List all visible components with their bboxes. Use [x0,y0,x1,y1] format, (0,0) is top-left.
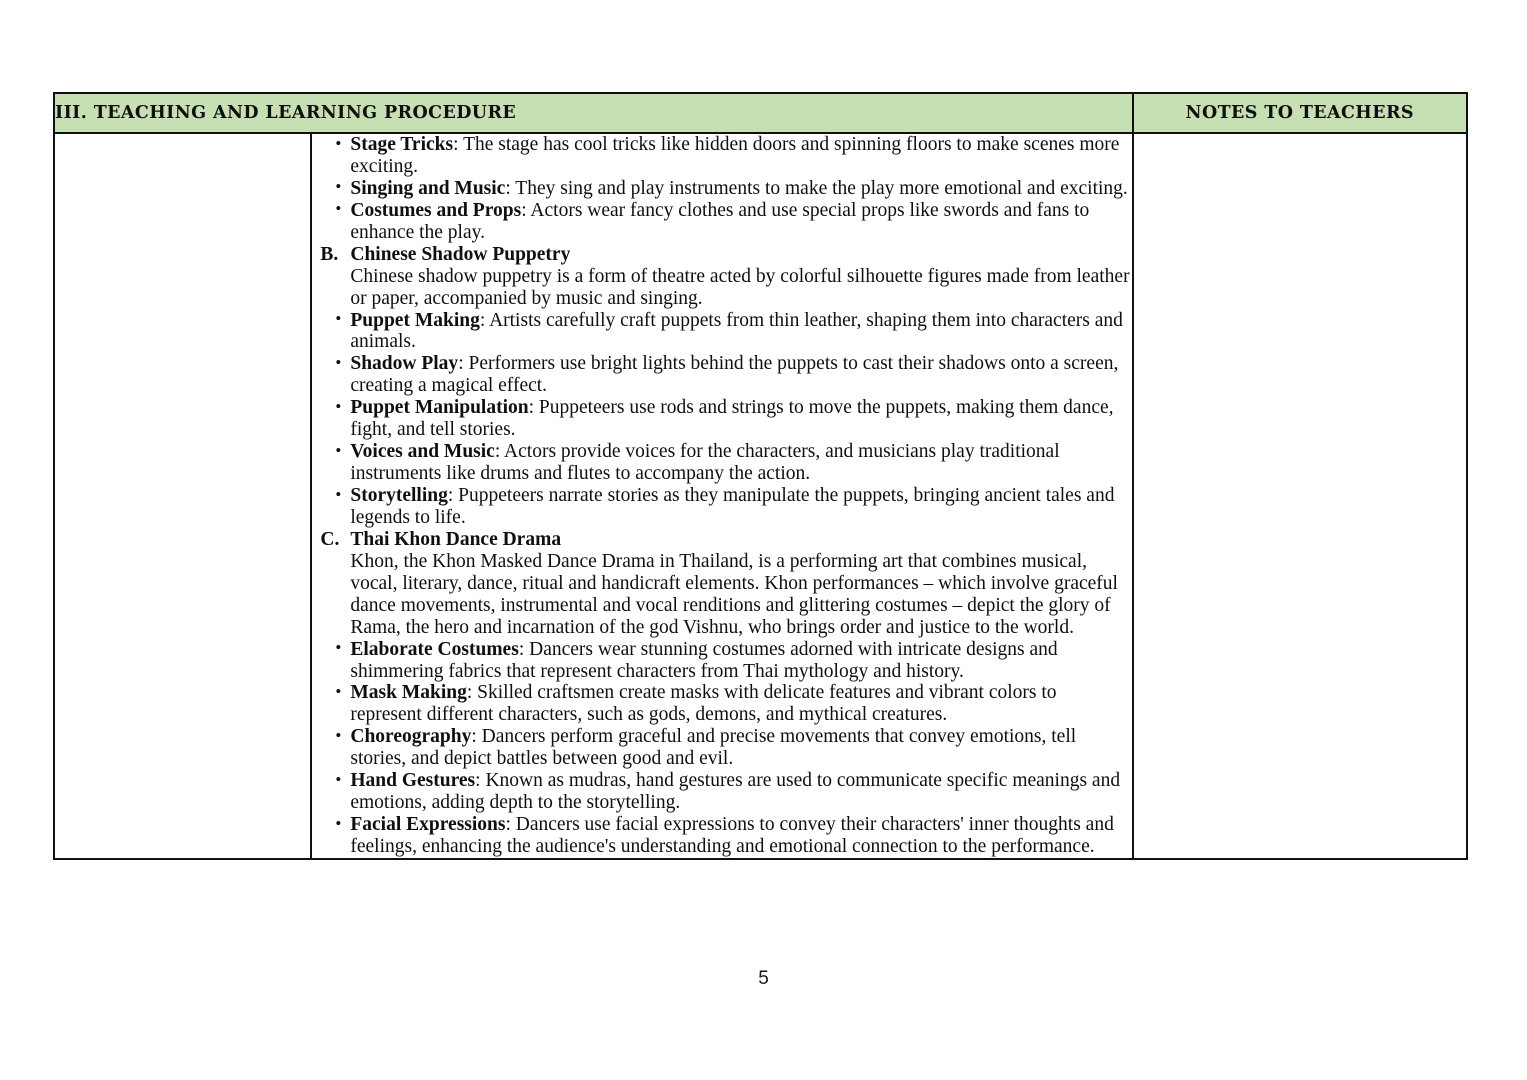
bullet-item-separator: : [494,441,505,463]
bullet-item-label: Puppet Making [350,309,480,331]
bullet-item [312,441,1131,485]
bullet-item [312,814,1131,858]
bullet-item-label: Voices and Music [350,441,495,463]
bullet-item-text: Dancers wear stunning costumes adorned with intricate designs and shimmering fabrics that represent characters from Thai mythology and history. [350,638,1058,682]
bullet-item [312,353,1131,397]
bullet-item-separator: : [458,353,469,375]
bullet-item-text: Puppeteers use rods and strings to move the puppets, making them dance, fight, and tell stories. [350,397,1114,441]
bullet-item-label: Elaborate Costumes [350,638,519,660]
header-notes-to-teachers: NOTES TO TEACHERS [1133,93,1467,133]
notes-to-teachers-cell [1133,133,1467,859]
bullet-item-text: Artists carefully craft puppets from thin leather, shaping them into characters and animals. [350,309,1123,353]
section-paragraph: Chinese shadow puppetry is a form of theatre acted by colorful silhouette figures made from leather or paper, accompanied by music and singing. [350,265,1130,309]
bullet-item-text: Puppeteers narrate stories as they manipulate the puppets, bringing ancient tales and legends to life. [350,485,1115,528]
bullet-item-text: Dancers use facial expressions to convey their characters' inner thoughts and feelings, enhancing the audience's understanding and emotional connection to the performance. [350,814,1114,857]
bullet-item-separator: : [528,397,539,419]
bullet-item [312,200,1131,244]
lettered-heading-label: Chinese Shadow Puppetry [350,243,571,265]
bullet-item-label: Facial Expressions [350,814,506,836]
bullet-dot-icon: • [335,396,342,416]
table-body-row [54,133,1467,859]
bullet-item [312,682,1131,726]
bullet-item-text: Actors wear fancy clothes and use special props like swords and fans to enhance the play. [350,199,1090,243]
bullet-item-label: Storytelling [350,485,448,506]
bullet-item [312,310,1131,354]
bullet-dot-icon: • [335,133,342,153]
bullet-dot-icon: • [335,769,342,789]
bullet-item [312,770,1131,814]
bullet-dot-icon: • [335,440,342,460]
bullet-item-separator: : [518,638,530,660]
bullet-item-label: Choreography [350,726,472,748]
bullet-item-text: Performers use bright lights behind the puppets to cast their shadows onto a screen, creating a magical effect. [350,353,1119,397]
bullet-dot-icon: • [335,484,342,504]
bullet-item-separator: : [471,726,482,748]
bullet-item-label: Stage Tricks [350,134,454,155]
bullet-dot-icon: • [335,199,342,219]
bullet-item-text: Skilled craftsmen create masks with delicate features and vibrant colors to represent different characters, such as gods, demons, and mythical creatures. [350,682,1057,726]
bullet-dot-icon: • [335,177,342,197]
bullet-item [312,397,1131,441]
bullet-item-label: Shadow Play [350,353,459,375]
bullet-item [312,639,1131,683]
bullet-item-separator: : [475,770,486,792]
lettered-heading [312,529,1131,551]
bullet-dot-icon: • [335,725,342,745]
bullet-item [312,726,1131,770]
bullet-dot-icon: • [335,352,342,372]
bullet-item-label: Costumes and Props [350,199,522,221]
lettered-heading [312,244,1131,266]
bullet-item [312,134,1131,178]
bullet-item-separator: : [505,814,516,836]
bullet-item-separator: : [521,199,531,221]
header-teaching-and-learning-procedure: III. TEACHING AND LEARNING PROCEDURE [54,93,1133,133]
bullet-item-separator: : [466,682,478,704]
procedure-content-cell [311,133,1132,859]
lettered-heading-label: Thai Khon Dance Drama [350,528,562,550]
bullet-item-label: Puppet Manipulation [350,397,529,419]
left-margin-cell [54,133,311,859]
procedure-content-list [312,134,1131,858]
bullet-item-label: Hand Gestures [350,770,476,792]
bullet-item-separator: : [453,134,464,155]
bullet-item-label: Mask Making [350,682,467,704]
bullet-item-separator: : [479,309,490,331]
bullet-item-text: Dancers perform graceful and precise movements that convey emotions, tell stories, and depict battles between good and evil. [350,726,1077,770]
lettered-heading-letter: C. [320,528,340,550]
lettered-heading-letter: B. [320,243,339,265]
bullet-item [312,485,1131,529]
bullet-dot-icon: • [335,309,342,328]
bullet-dot-icon: • [335,681,342,701]
bullet-item-separator: : [447,485,459,506]
section-paragraph: Khon, the Khon Masked Dance Drama in Thailand, is a performing art that combines musical, vocal, literary, dance, ritual and handicraft elements. Khon performances – which involve graceful dance movements, instrumental and vocal renditions and glittering costumes – depict the glory of Rama, the hero and incarnation of the god Vishnu, who brings order and justice to the world. [350,550,1118,638]
bullet-item [312,178,1131,200]
bullet-item-text: Known as mudras, hand gestures are used to communicate specific meanings and emotions, adding depth to the storytelling. [350,770,1121,814]
bullet-item-text: They sing and play instruments to make the play more emotional and exciting. [515,177,1128,199]
bullet-item-text: The stage has cool tricks like hidden doors and spinning floors to make scenes more exciting. [350,134,1120,177]
page-number: 5 [758,968,769,989]
bullet-dot-icon: • [335,813,342,833]
bullet-item-separator: : [505,177,516,199]
table-header-row [54,93,1467,133]
bullet-dot-icon: • [335,638,342,658]
teaching-learning-procedure-table [53,92,1468,860]
bullet-item-label: Singing and Music [350,177,506,199]
bullet-item-text: Actors provide voices for the characters, and musicians play traditional instruments like drums and flutes to accompany the action. [350,441,1060,485]
